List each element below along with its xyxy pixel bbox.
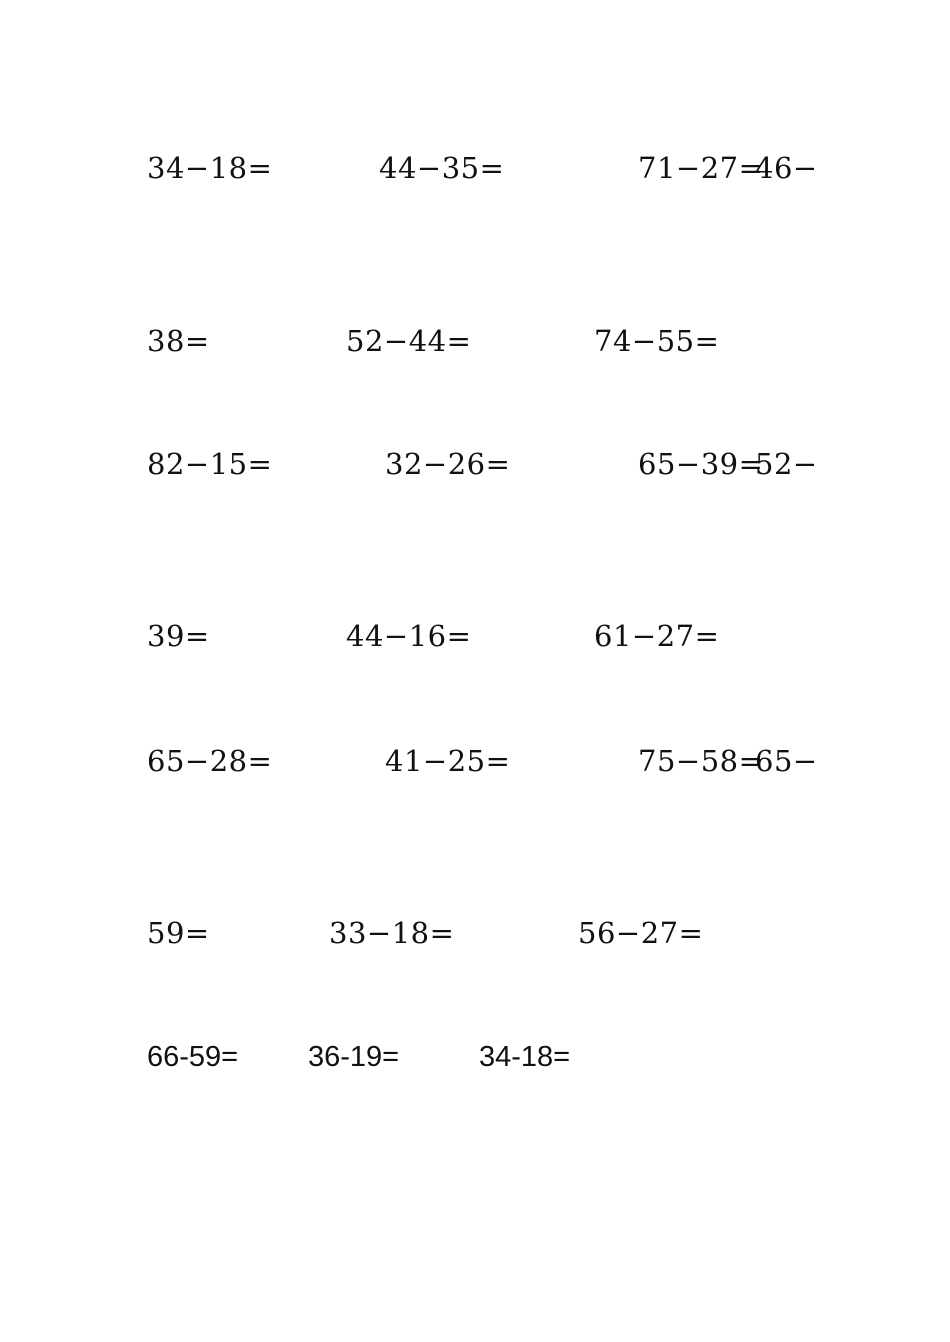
problem: 44−16=: [346, 619, 472, 653]
problem: 33−18=: [329, 916, 455, 950]
problem: 65−28=: [147, 744, 273, 778]
problem: 52−: [755, 447, 818, 481]
problem: 36-19=: [308, 1041, 400, 1073]
problem: 39=: [147, 619, 210, 653]
problem: 56−27=: [578, 916, 704, 950]
problem: 46−: [755, 151, 818, 185]
problem: 41−25=: [385, 744, 511, 778]
problem: 61−27=: [594, 619, 720, 653]
problem: 32−26=: [385, 447, 511, 481]
problem: 65−39=: [638, 447, 764, 481]
problem: 34-18=: [479, 1041, 571, 1073]
problem: 82−15=: [147, 447, 273, 481]
problem: 74−55=: [594, 324, 720, 358]
problem: 75−58=: [638, 744, 764, 778]
problem: 71−27=: [638, 151, 764, 185]
problem: 52−44=: [346, 324, 472, 358]
problem: 38=: [147, 324, 210, 358]
problem: 65−: [755, 744, 818, 778]
problem: 59=: [147, 916, 210, 950]
problem: 66-59=: [147, 1041, 239, 1073]
problem: 34−18=: [147, 151, 273, 185]
problem: 44−35=: [379, 151, 505, 185]
